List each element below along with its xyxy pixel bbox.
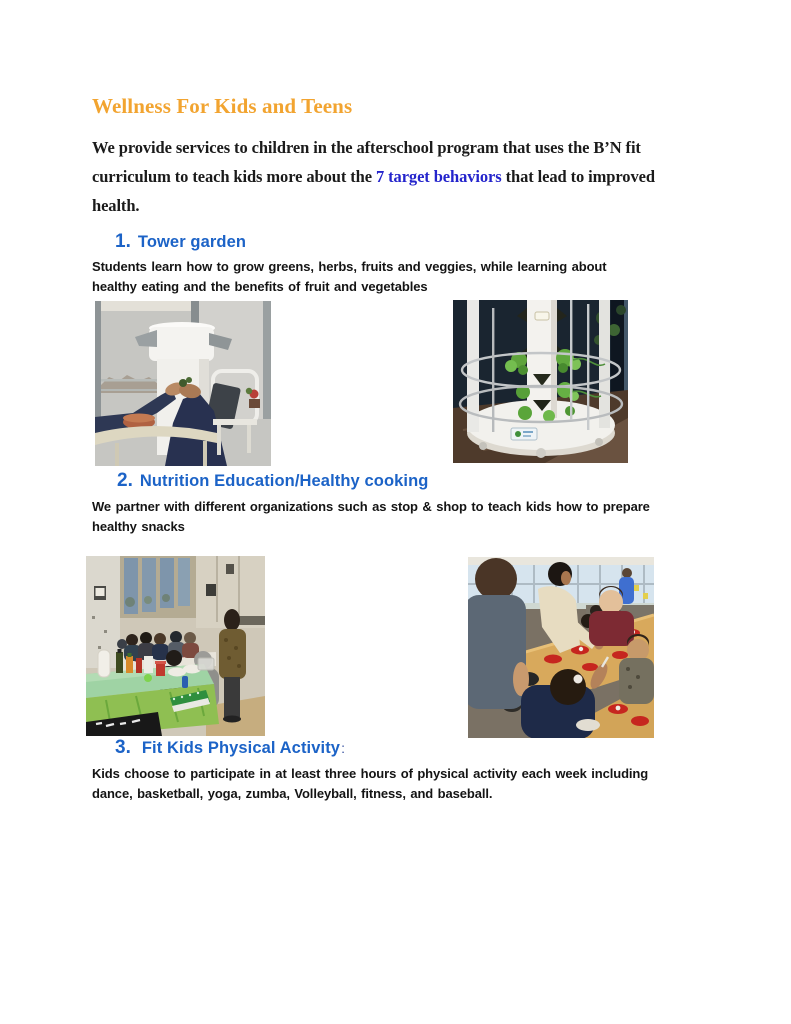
intro-line-2-post: that lead to improved [501,167,655,186]
kids-table-red-plates-photo [468,557,654,738]
section-heading-nutrition [117,470,428,492]
intro-paragraph [92,133,706,220]
section-body-fit-kids [92,764,706,804]
tower-garden-plants-photo [453,300,628,463]
section-heading-label: Fit Kids Physical Activity [141,739,341,757]
body-line: Students learn how to grow greens, herbs, fruits and veggies, while learning about [92,259,607,274]
body-line: We partner with different organizations such as stop & shop to teach kids how to prepare [92,499,650,514]
section-number: 2. [117,470,133,491]
intro-line-1: We provide services to children in the afterschool program that uses the B’N fit [92,138,641,157]
page-title: Wellness For Kids and Teens [92,94,353,118]
body-line: dance, basketball, yoga, zumba, Volleyball, fitness, and baseball. [92,786,493,801]
intro-line-2 [92,162,706,191]
body-line: healthy snacks [92,519,185,534]
nutrition-class-green-table-photo [86,556,265,736]
tower-garden-planting-photo [95,301,271,466]
body-line: healthy eating and the benefits of fruit and vegetables [92,279,428,294]
section-body-nutrition [92,497,706,537]
section-number: 3. [115,737,131,758]
body-line: Kids choose to participate in at least three hours of physical activity each week including [92,766,649,781]
target-behaviors-link[interactable]: 7 target behaviors [375,167,502,186]
intro-line-3: health. [92,196,140,215]
section-number: 1. [115,231,131,252]
section-heading-colon: : [341,740,345,756]
section-heading-label: Tower garden [137,233,247,251]
section-body-tower-garden [92,257,706,297]
section-heading-label: Nutrition Education/Healthy cooking [139,472,429,490]
section-heading-fit-kids [115,737,345,759]
intro-line-2-pre: curriculum to teach kids more about the [92,167,376,186]
section-heading-tower-garden [115,231,246,253]
